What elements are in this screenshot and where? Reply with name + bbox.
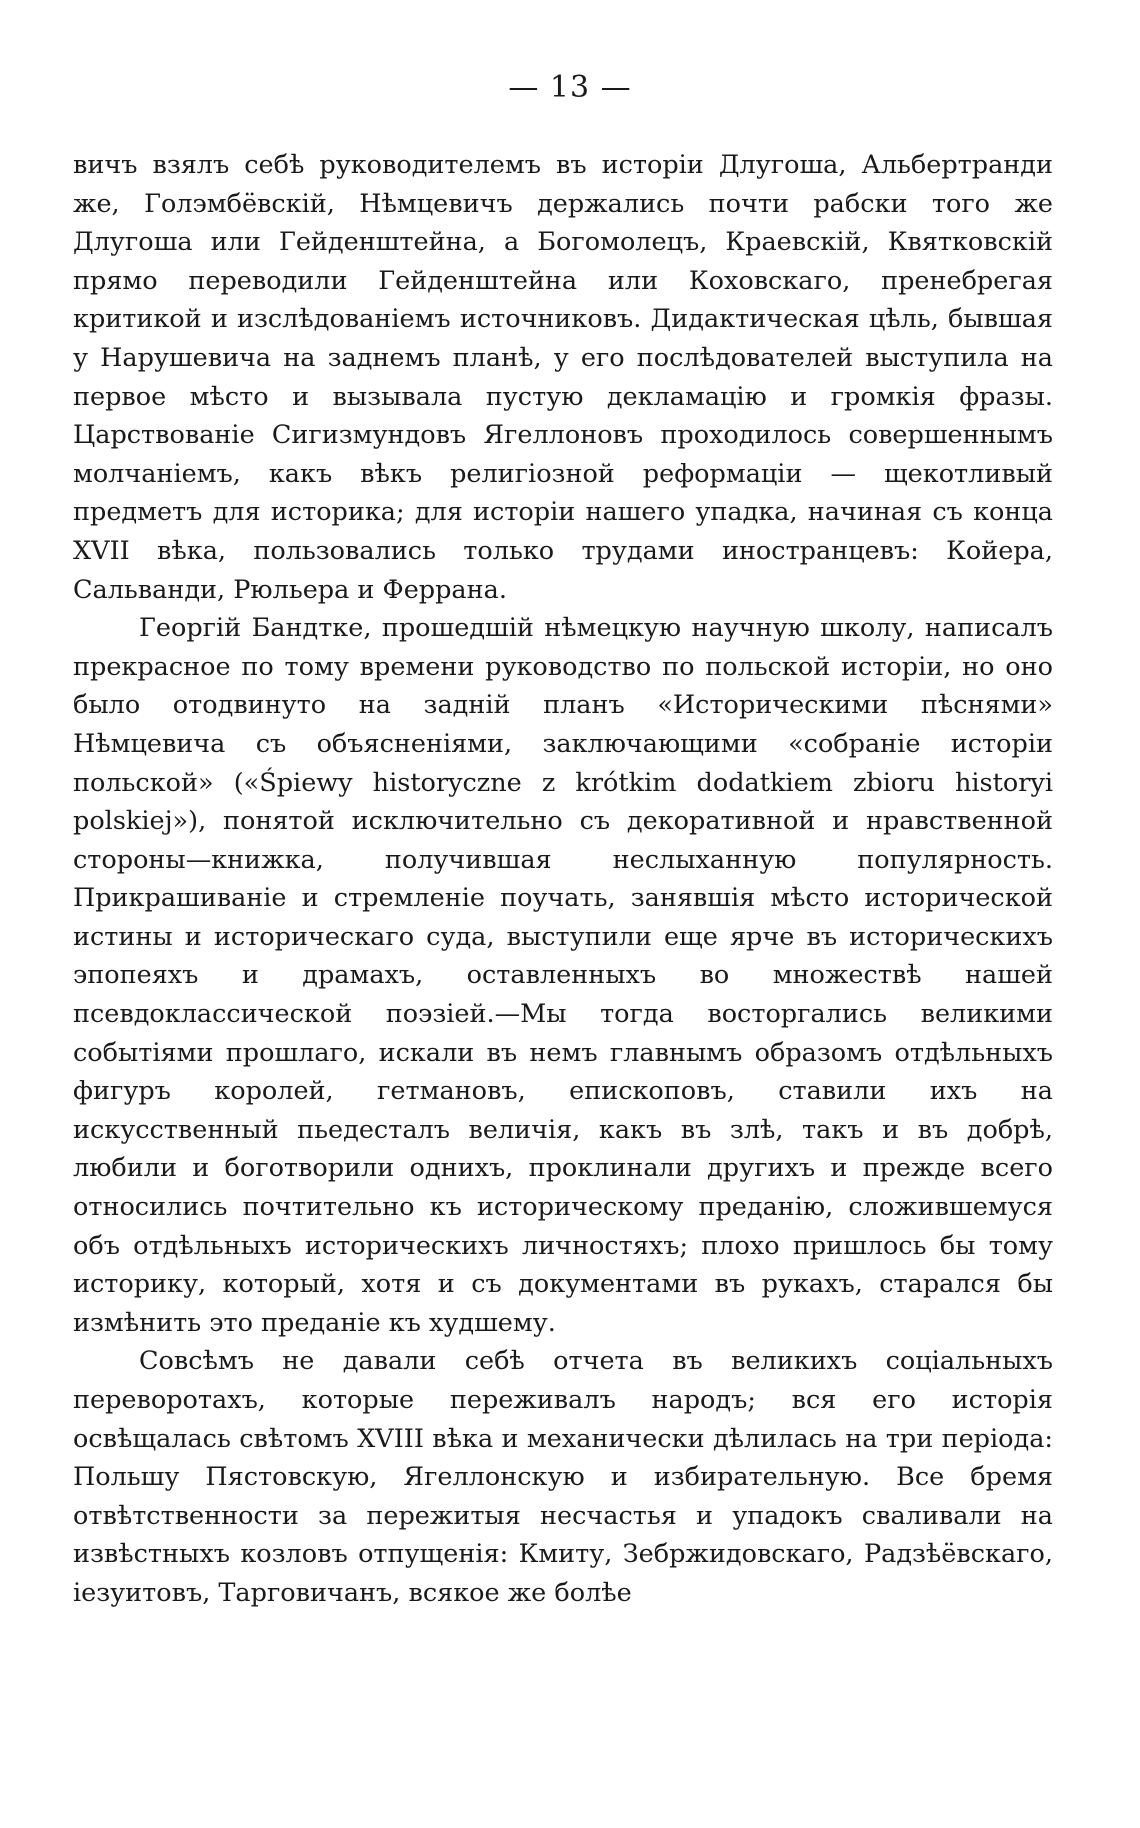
body-text (73, 146, 1053, 1613)
paragraph-1: вичъ взялъ себѣ руководителемъ въ исторіи Длугоша, Альбертранди же, Голэмбёвскій, Нѣмцевичъ держались почти рабски того же Длугоша или Гейденштейна, а Богомолецъ, Краевскій, Квятковскій прямо переводили Гейденштейна или Коховскаго, пренебрегая критикой и изслѣдованіемъ источниковъ. Дидактическая цѣль, бывшая у Нарушевича на заднемъ планѣ, у его послѣдователей выступила на первое мѣсто и вызывала пустую декламацію и громкія фразы. Царствованіе Сигизмундовъ Ягеллоновъ проходилось совершеннымъ молчаніемъ, какъ вѣкъ религіозной реформаціи — щекотливый предметъ для историка; для исторіи нашего упадка, начиная съ конца XVII вѣка, пользовались только трудами иностранцевъ: Койера, Сальванди, Рюльера и Феррана. (73, 150, 1053, 605)
paragraph-3: Совсѣмъ не давали себѣ отчета въ великихъ соціальныхъ переворотахъ, которые переживалъ народъ; вся его исторія освѣщалась свѣтомъ XVIII вѣка и механически дѣлилась на три періода: Польшу Пястовскую, Ягеллонскую и избирательную. Все бремя отвѣтственности за пережитыя несчастья и упадокъ сваливали на извѣстныхъ козловъ отпущенія: Кмиту, Зебржидовскаго, Радзѣёвскаго, іезуитовъ, Тарговичанъ, всякое же болѣе (73, 1346, 1053, 1608)
paragraph-2: Георгій Бандтке, прошедшій нѣмецкую научную школу, написалъ прекрасное по тому времени руководство по польской исторіи, но оно было отодвинуто на задній планъ «Историческими пѣснями» Нѣмцевича съ объясненіями, заключающими «собраніе исторіи польской» («Śpiewy historyczne z krótkim dodatkiem zbioru historyi polskiej»), понятой исключительно съ декоративной и нравственной стороны—книжка, получившая неслыханную популярность. Прикрашиваніе и стремленіе поучать, занявшія мѣсто исторической истины и историческаго суда, выступили еще ярче въ историческихъ эпопеяхъ и драмахъ, оставленныхъ во множествѣ нашей псевдоклассической поэзіей.—Мы тогда восторгались великими событіями прошлаго, искали въ немъ главнымъ образомъ отдѣльныхъ фигуръ королей, гетмановъ, епископовъ, ставили ихъ на искусственный пьедесталъ величія, какъ въ злѣ, такъ и въ добрѣ, любили и боготворили однихъ, проклинали другихъ и прежде всего относились почтительно къ историческому преданію, сложившемуся объ отдѣльныхъ историческихъ личностяхъ; плохо пришлось бы тому историку, который, хотя и съ документами въ рукахъ, старался бы измѣнить это преданіе къ худшему. (73, 613, 1053, 1338)
page-number: — 13 — (508, 70, 632, 105)
